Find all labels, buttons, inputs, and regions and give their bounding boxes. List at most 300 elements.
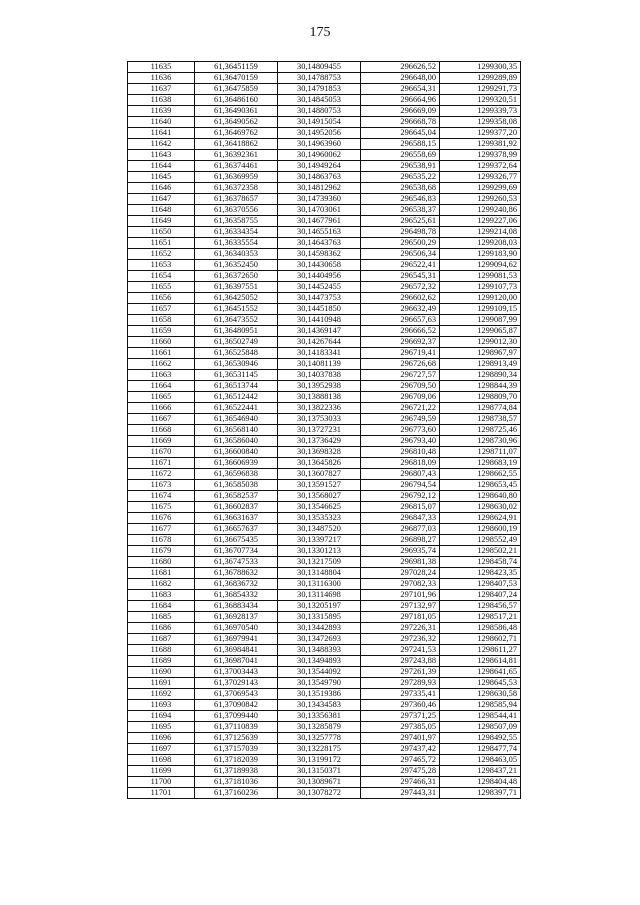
point-number-cell: 11683	[128, 590, 195, 601]
x-coordinate-cell: 296935,74	[361, 546, 440, 557]
point-number-cell: 11643	[128, 150, 195, 161]
x-coordinate-cell: 297028,24	[361, 568, 440, 579]
latitude-cell: 61,36586040	[195, 436, 278, 447]
point-number-cell: 11666	[128, 403, 195, 414]
point-number-cell: 11669	[128, 436, 195, 447]
longitude-cell: 30,13753033	[278, 414, 361, 425]
point-number-cell: 11664	[128, 381, 195, 392]
table-row	[128, 425, 521, 436]
table-row	[128, 205, 521, 216]
y-coordinate-cell: 1298517,21	[440, 612, 521, 623]
latitude-cell: 61,36372358	[195, 183, 278, 194]
latitude-cell: 61,36334354	[195, 227, 278, 238]
x-coordinate-cell: 296538,68	[361, 183, 440, 194]
longitude-cell: 30,14949264	[278, 161, 361, 172]
y-coordinate-cell: 1299109,15	[440, 304, 521, 315]
longitude-cell: 30,14880753	[278, 106, 361, 117]
latitude-cell: 61,37189938	[195, 766, 278, 777]
point-number-cell: 11636	[128, 73, 195, 84]
x-coordinate-cell: 296525,61	[361, 216, 440, 227]
x-coordinate-cell: 296657,63	[361, 315, 440, 326]
longitude-cell: 30,13472693	[278, 634, 361, 645]
y-coordinate-cell: 1299378,99	[440, 150, 521, 161]
y-coordinate-cell: 1299208,03	[440, 238, 521, 249]
latitude-cell: 61,36747533	[195, 557, 278, 568]
y-coordinate-cell: 1298640,80	[440, 491, 521, 502]
latitude-cell: 61,36425052	[195, 293, 278, 304]
latitude-cell: 61,36374461	[195, 161, 278, 172]
y-coordinate-cell: 1299065,87	[440, 326, 521, 337]
point-number-cell: 11685	[128, 612, 195, 623]
longitude-cell: 30,14809455	[278, 62, 361, 73]
x-coordinate-cell: 296709,50	[361, 381, 440, 392]
y-coordinate-cell: 1298611,27	[440, 645, 521, 656]
table-row	[128, 436, 521, 447]
point-number-cell: 11689	[128, 656, 195, 667]
y-coordinate-cell: 1298630,02	[440, 502, 521, 513]
latitude-cell: 61,36513744	[195, 381, 278, 392]
latitude-cell: 61,36606939	[195, 458, 278, 469]
y-coordinate-cell: 1298507,09	[440, 722, 521, 733]
latitude-cell: 61,36470159	[195, 73, 278, 84]
latitude-cell: 61,37099440	[195, 711, 278, 722]
longitude-cell: 30,13822336	[278, 403, 361, 414]
longitude-cell: 30,13150371	[278, 766, 361, 777]
table-row	[128, 293, 521, 304]
latitude-cell: 61,36675435	[195, 535, 278, 546]
x-coordinate-cell: 297236,32	[361, 634, 440, 645]
longitude-cell: 30,13546625	[278, 502, 361, 513]
latitude-cell: 61,36631637	[195, 513, 278, 524]
latitude-cell: 61,36378657	[195, 194, 278, 205]
longitude-cell: 30,13205197	[278, 601, 361, 612]
x-coordinate-cell: 297101,96	[361, 590, 440, 601]
x-coordinate-cell: 296632,49	[361, 304, 440, 315]
longitude-cell: 30,13442893	[278, 623, 361, 634]
x-coordinate-cell: 296664,96	[361, 95, 440, 106]
y-coordinate-cell: 1299260,53	[440, 194, 521, 205]
x-coordinate-cell: 296602,62	[361, 293, 440, 304]
x-coordinate-cell: 296546,83	[361, 194, 440, 205]
latitude-cell: 61,37182039	[195, 755, 278, 766]
point-number-cell: 11642	[128, 139, 195, 150]
table-row	[128, 568, 521, 579]
point-number-cell: 11641	[128, 128, 195, 139]
table-row	[128, 161, 521, 172]
table-row	[128, 645, 521, 656]
table-row	[128, 579, 521, 590]
longitude-cell: 30,14677961	[278, 216, 361, 227]
table-row	[128, 634, 521, 645]
table-row	[128, 139, 521, 150]
point-number-cell: 11653	[128, 260, 195, 271]
longitude-cell: 30,13078272	[278, 788, 361, 799]
longitude-cell: 30,13148804	[278, 568, 361, 579]
x-coordinate-cell: 296545,31	[361, 271, 440, 282]
point-number-cell: 11693	[128, 700, 195, 711]
longitude-cell: 30,13397217	[278, 535, 361, 546]
coordinates-table-body	[128, 62, 521, 799]
coordinates-table	[127, 61, 521, 799]
latitude-cell: 61,36418862	[195, 139, 278, 150]
y-coordinate-cell: 1299372,64	[440, 161, 521, 172]
y-coordinate-cell: 1298477,74	[440, 744, 521, 755]
x-coordinate-cell: 296749,59	[361, 414, 440, 425]
longitude-cell: 30,13356381	[278, 711, 361, 722]
y-coordinate-cell: 1298404,48	[440, 777, 521, 788]
y-coordinate-cell: 1299214,08	[440, 227, 521, 238]
page-number: 175	[309, 25, 331, 40]
table-row	[128, 502, 521, 513]
point-number-cell: 11655	[128, 282, 195, 293]
latitude-cell: 61,36358755	[195, 216, 278, 227]
table-row	[128, 733, 521, 744]
point-number-cell: 11675	[128, 502, 195, 513]
latitude-cell: 61,36568140	[195, 425, 278, 436]
longitude-cell: 30,13228175	[278, 744, 361, 755]
point-number-cell: 11679	[128, 546, 195, 557]
longitude-cell: 30,14739360	[278, 194, 361, 205]
longitude-cell: 30,14643763	[278, 238, 361, 249]
x-coordinate-cell: 296815,07	[361, 502, 440, 513]
point-number-cell: 11671	[128, 458, 195, 469]
table-row	[128, 381, 521, 392]
table-row	[128, 546, 521, 557]
x-coordinate-cell: 296709,06	[361, 392, 440, 403]
longitude-cell: 30,14963960	[278, 139, 361, 150]
table-row	[128, 183, 521, 194]
latitude-cell: 61,36512442	[195, 392, 278, 403]
latitude-cell: 61,36335554	[195, 238, 278, 249]
table-row	[128, 370, 521, 381]
x-coordinate-cell: 296648,00	[361, 73, 440, 84]
latitude-cell: 61,37181036	[195, 777, 278, 788]
x-coordinate-cell: 297261,39	[361, 667, 440, 678]
table-row	[128, 150, 521, 161]
x-coordinate-cell: 296500,29	[361, 238, 440, 249]
table-row	[128, 689, 521, 700]
y-coordinate-cell: 1299299,69	[440, 183, 521, 194]
point-number-cell: 11699	[128, 766, 195, 777]
longitude-cell: 30,14183341	[278, 348, 361, 359]
y-coordinate-cell: 1298586,48	[440, 623, 521, 634]
table-row	[128, 403, 521, 414]
table-row	[128, 84, 521, 95]
x-coordinate-cell: 297335,41	[361, 689, 440, 700]
table-row	[128, 238, 521, 249]
x-coordinate-cell: 296668,78	[361, 117, 440, 128]
y-coordinate-cell: 1299289,89	[440, 73, 521, 84]
longitude-cell: 30,13544092	[278, 667, 361, 678]
table-row	[128, 392, 521, 403]
table-row	[128, 117, 521, 128]
table-row	[128, 359, 521, 370]
y-coordinate-cell: 1298407,24	[440, 590, 521, 601]
y-coordinate-cell: 1299081,53	[440, 271, 521, 282]
y-coordinate-cell: 1298725,46	[440, 425, 521, 436]
point-number-cell: 11661	[128, 348, 195, 359]
y-coordinate-cell: 1299381,92	[440, 139, 521, 150]
y-coordinate-cell: 1298544,41	[440, 711, 521, 722]
latitude-cell: 61,36522441	[195, 403, 278, 414]
point-number-cell: 11696	[128, 733, 195, 744]
latitude-cell: 61,36340353	[195, 249, 278, 260]
x-coordinate-cell: 296877,03	[361, 524, 440, 535]
longitude-cell: 30,13199172	[278, 755, 361, 766]
longitude-cell: 30,13116300	[278, 579, 361, 590]
table-row	[128, 535, 521, 546]
longitude-cell: 30,13888138	[278, 392, 361, 403]
latitude-cell: 61,36600840	[195, 447, 278, 458]
x-coordinate-cell: 296666,52	[361, 326, 440, 337]
point-number-cell: 11674	[128, 491, 195, 502]
latitude-cell: 61,37160236	[195, 788, 278, 799]
x-coordinate-cell: 296721,22	[361, 403, 440, 414]
latitude-cell: 61,36546940	[195, 414, 278, 425]
table-row	[128, 348, 521, 359]
longitude-cell: 30,14452455	[278, 282, 361, 293]
x-coordinate-cell: 296538,37	[361, 205, 440, 216]
x-coordinate-cell: 296807,43	[361, 469, 440, 480]
y-coordinate-cell: 1298711,07	[440, 447, 521, 458]
y-coordinate-cell: 1298458,74	[440, 557, 521, 568]
point-number-cell: 11652	[128, 249, 195, 260]
latitude-cell: 61,36530946	[195, 359, 278, 370]
table-row	[128, 513, 521, 524]
table-row	[128, 95, 521, 106]
longitude-cell: 30,14845053	[278, 95, 361, 106]
x-coordinate-cell: 296538,91	[361, 161, 440, 172]
point-number-cell: 11691	[128, 678, 195, 689]
point-number-cell: 11692	[128, 689, 195, 700]
x-coordinate-cell: 296727,57	[361, 370, 440, 381]
y-coordinate-cell: 1299227,06	[440, 216, 521, 227]
latitude-cell: 61,36469762	[195, 128, 278, 139]
y-coordinate-cell: 1298463,05	[440, 755, 521, 766]
x-coordinate-cell: 296981,38	[361, 557, 440, 568]
longitude-cell: 30,13285879	[278, 722, 361, 733]
y-coordinate-cell: 1298502,21	[440, 546, 521, 557]
point-number-cell: 11654	[128, 271, 195, 282]
longitude-cell: 30,14788753	[278, 73, 361, 84]
y-coordinate-cell: 1298641,65	[440, 667, 521, 678]
point-number-cell: 11646	[128, 183, 195, 194]
y-coordinate-cell: 1298890,34	[440, 370, 521, 381]
latitude-cell: 61,36451552	[195, 304, 278, 315]
latitude-cell: 61,36979941	[195, 634, 278, 645]
x-coordinate-cell: 297243,88	[361, 656, 440, 667]
longitude-cell: 30,14960062	[278, 150, 361, 161]
point-number-cell: 11677	[128, 524, 195, 535]
latitude-cell: 61,36928137	[195, 612, 278, 623]
y-coordinate-cell: 1298585,94	[440, 700, 521, 711]
x-coordinate-cell: 296558,69	[361, 150, 440, 161]
x-coordinate-cell: 297385,05	[361, 722, 440, 733]
longitude-cell: 30,13535323	[278, 513, 361, 524]
latitude-cell: 61,36502749	[195, 337, 278, 348]
point-number-cell: 11639	[128, 106, 195, 117]
table-row	[128, 480, 521, 491]
point-number-cell: 11681	[128, 568, 195, 579]
x-coordinate-cell: 297241,53	[361, 645, 440, 656]
latitude-cell: 61,37003443	[195, 667, 278, 678]
longitude-cell: 30,14473753	[278, 293, 361, 304]
table-row	[128, 172, 521, 183]
point-number-cell: 11682	[128, 579, 195, 590]
point-number-cell: 11695	[128, 722, 195, 733]
longitude-cell: 30,14267644	[278, 337, 361, 348]
longitude-cell: 30,14791853	[278, 84, 361, 95]
table-row	[128, 194, 521, 205]
x-coordinate-cell: 296506,34	[361, 249, 440, 260]
y-coordinate-cell: 1298730,96	[440, 436, 521, 447]
table-row	[128, 788, 521, 799]
latitude-cell: 61,36369959	[195, 172, 278, 183]
x-coordinate-cell: 297082,33	[361, 579, 440, 590]
x-coordinate-cell: 296792,12	[361, 491, 440, 502]
y-coordinate-cell: 1298456,57	[440, 601, 521, 612]
x-coordinate-cell: 296522,41	[361, 260, 440, 271]
x-coordinate-cell: 296572,32	[361, 282, 440, 293]
table-row	[128, 315, 521, 326]
y-coordinate-cell: 1299377,20	[440, 128, 521, 139]
longitude-cell: 30,13519386	[278, 689, 361, 700]
table-row	[128, 414, 521, 425]
point-number-cell: 11698	[128, 755, 195, 766]
longitude-cell: 30,13434583	[278, 700, 361, 711]
x-coordinate-cell: 297475,28	[361, 766, 440, 777]
table-row	[128, 722, 521, 733]
table-row	[128, 623, 521, 634]
latitude-cell: 61,36836732	[195, 579, 278, 590]
y-coordinate-cell: 1299358,08	[440, 117, 521, 128]
y-coordinate-cell: 1298653,45	[440, 480, 521, 491]
longitude-cell: 30,14703061	[278, 205, 361, 216]
y-coordinate-cell: 1298602,71	[440, 634, 521, 645]
table-row	[128, 326, 521, 337]
x-coordinate-cell: 297360,46	[361, 700, 440, 711]
latitude-cell: 61,36582537	[195, 491, 278, 502]
table-row	[128, 447, 521, 458]
y-coordinate-cell: 1298774,84	[440, 403, 521, 414]
table-row	[128, 711, 521, 722]
table-row	[128, 491, 521, 502]
longitude-cell: 30,14404956	[278, 271, 361, 282]
x-coordinate-cell: 297437,42	[361, 744, 440, 755]
latitude-cell: 61,36397551	[195, 282, 278, 293]
latitude-cell: 61,36987041	[195, 656, 278, 667]
latitude-cell: 61,36657637	[195, 524, 278, 535]
point-number-cell: 11658	[128, 315, 195, 326]
point-number-cell: 11700	[128, 777, 195, 788]
table-row	[128, 271, 521, 282]
table-row	[128, 249, 521, 260]
y-coordinate-cell: 1298738,57	[440, 414, 521, 425]
x-coordinate-cell: 296645,04	[361, 128, 440, 139]
longitude-cell: 30,13114698	[278, 590, 361, 601]
table-row	[128, 612, 521, 623]
longitude-cell: 30,14812962	[278, 183, 361, 194]
table-row	[128, 337, 521, 348]
latitude-cell: 61,36475859	[195, 84, 278, 95]
x-coordinate-cell: 296535,22	[361, 172, 440, 183]
y-coordinate-cell: 1298423,35	[440, 568, 521, 579]
y-coordinate-cell: 1299339,73	[440, 106, 521, 117]
y-coordinate-cell: 1299326,77	[440, 172, 521, 183]
y-coordinate-cell: 1299291,73	[440, 84, 521, 95]
x-coordinate-cell: 296818,09	[361, 458, 440, 469]
x-coordinate-cell: 297371,25	[361, 711, 440, 722]
latitude-cell: 61,36531145	[195, 370, 278, 381]
point-number-cell: 11678	[128, 535, 195, 546]
point-number-cell: 11644	[128, 161, 195, 172]
y-coordinate-cell: 1299183,90	[440, 249, 521, 260]
longitude-cell: 30,13257778	[278, 733, 361, 744]
x-coordinate-cell: 296588,15	[361, 139, 440, 150]
y-coordinate-cell: 1298437,21	[440, 766, 521, 777]
table-row	[128, 62, 521, 73]
point-number-cell: 11645	[128, 172, 195, 183]
point-number-cell: 11660	[128, 337, 195, 348]
y-coordinate-cell: 1298967,97	[440, 348, 521, 359]
table-row	[128, 601, 521, 612]
x-coordinate-cell: 297181,05	[361, 612, 440, 623]
y-coordinate-cell: 1299094,62	[440, 260, 521, 271]
table-row	[128, 755, 521, 766]
point-number-cell: 11701	[128, 788, 195, 799]
latitude-cell: 61,36490562	[195, 117, 278, 128]
y-coordinate-cell: 1298809,70	[440, 392, 521, 403]
point-number-cell: 11668	[128, 425, 195, 436]
latitude-cell: 61,36970540	[195, 623, 278, 634]
latitude-cell: 61,37090842	[195, 700, 278, 711]
x-coordinate-cell: 296898,27	[361, 535, 440, 546]
point-number-cell: 11648	[128, 205, 195, 216]
x-coordinate-cell: 297132,97	[361, 601, 440, 612]
longitude-cell: 30,14863763	[278, 172, 361, 183]
longitude-cell: 30,14952056	[278, 128, 361, 139]
point-number-cell: 11651	[128, 238, 195, 249]
y-coordinate-cell: 1298630,58	[440, 689, 521, 700]
x-coordinate-cell: 297226,31	[361, 623, 440, 634]
point-number-cell: 11637	[128, 84, 195, 95]
point-number-cell: 11690	[128, 667, 195, 678]
table-row	[128, 700, 521, 711]
table-row	[128, 106, 521, 117]
longitude-cell: 30,13487520	[278, 524, 361, 535]
x-coordinate-cell: 296719,41	[361, 348, 440, 359]
x-coordinate-cell: 297443,31	[361, 788, 440, 799]
point-number-cell: 11650	[128, 227, 195, 238]
latitude-cell: 61,36370556	[195, 205, 278, 216]
table-row	[128, 260, 521, 271]
x-coordinate-cell: 296498,78	[361, 227, 440, 238]
longitude-cell: 30,14081139	[278, 359, 361, 370]
table-row	[128, 678, 521, 689]
latitude-cell: 61,36585038	[195, 480, 278, 491]
x-coordinate-cell: 297465,72	[361, 755, 440, 766]
y-coordinate-cell: 1298552,49	[440, 535, 521, 546]
x-coordinate-cell: 296810,48	[361, 447, 440, 458]
latitude-cell: 61,37125639	[195, 733, 278, 744]
table-row	[128, 777, 521, 788]
longitude-cell: 30,13645826	[278, 458, 361, 469]
point-number-cell: 11670	[128, 447, 195, 458]
table-row	[128, 524, 521, 535]
point-number-cell: 11657	[128, 304, 195, 315]
table-row	[128, 73, 521, 84]
latitude-cell: 61,37069543	[195, 689, 278, 700]
